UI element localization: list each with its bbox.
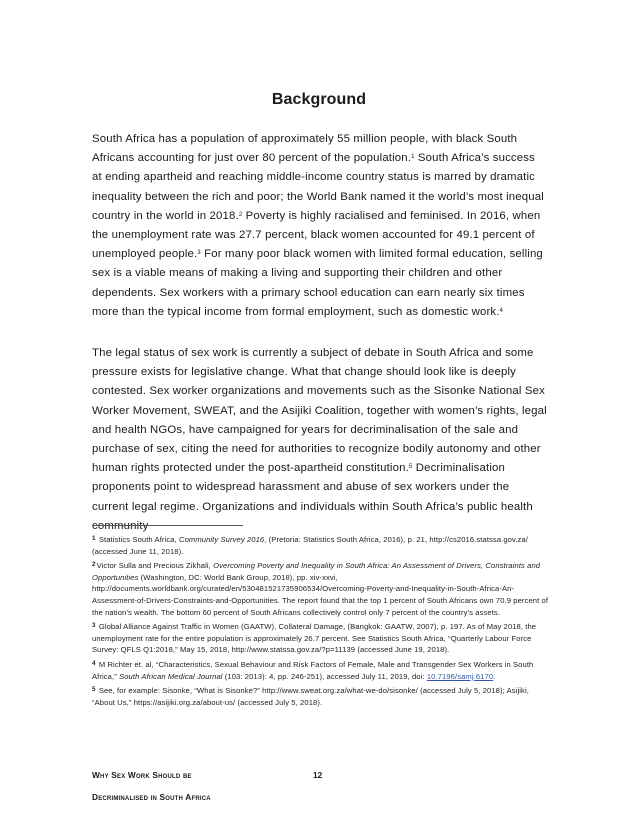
- paragraph-text: South Africa’s success at ending apartheid and reaching middle-income country status is marred by dramatic inequality between the rich and poor; the World Bank named it the world’s most inequal country in the world in 2018.: [92, 152, 544, 222]
- doi-link[interactable]: 10.7196/samj.6170: [426, 671, 494, 681]
- footnote-text: (103: 2013): 4, pp. 246-251), accessed July 11, 2019, doi:: [222, 671, 427, 681]
- footnote-text: Statistics South Africa,: [96, 535, 179, 544]
- footnote-number: 3: [92, 622, 96, 630]
- running-footer-title: [92, 764, 211, 808]
- footnote-title: Overcoming Poverty and Inequality in South Africa: An Assessment of Drivers, Constraints and Opportunities: [92, 561, 541, 582]
- footnote-number: 2: [92, 561, 96, 569]
- footnote-number: 1: [92, 535, 96, 542]
- footnote-text: Victor Sulla and Precious Zikhali,: [96, 561, 214, 571]
- footnote-number: 5: [92, 686, 96, 694]
- footnote-text: .: [493, 671, 496, 681]
- footnote-text: (Washington, DC: World Bank Group, 2018), pp. xiv-xxvi, http://documents.worldbank.org/curated/en/530481521735906534/Overcoming-Poverty-and-Inequality-in-South-Africa-An-Assessment-of-Drivers-Constraints-and-Opportunities. The report found that the top 1 percent of South Africans own 70.9 percent of the nation’s wealth. The bottom 60 percent of South Africans collectively control only 7 percent of the country’s assets.: [92, 572, 549, 617]
- footnote-marker[interactable]: 5: [408, 464, 413, 471]
- footnote-title: Community Survey 2016: [178, 535, 265, 544]
- body-paragraph: [92, 344, 548, 536]
- footnote-marker[interactable]: 3: [197, 250, 201, 257]
- footnote-marker[interactable]: 4: [499, 307, 504, 314]
- paragraph-text: For many poor black women with limited formal education, selling sex is a viable means of making a living and supporting their children and other dependents. Sex workers with a primary school education can earn nearly six times more than the typical income from formal employment, such as domestic work.: [92, 248, 543, 318]
- paragraph-text: South Africa has a population of approximately 55 million people, with black South Africans accounting for just over 80 percent of the population.: [92, 133, 518, 165]
- footnote-separator: [92, 525, 243, 526]
- footnote-2: [92, 559, 554, 618]
- footnote-text: Global Alliance Against Traffic in Women (GAATW), Collateral Damage, (Bangkok: GAATW, 2007), p. 197. As of May 2018, the unemployment rate for the entire population is approximately 26.7 percent. See Statistics South Africa, “Quarterly Labour Force Survey: QFLS Q1:2018,” May 15, 2018, http://www.statssa.gov.za/?p=11139 (accessed June 19, 2018).: [92, 622, 537, 655]
- footnote-text: M Richter et. al, “Characteristics, Sexual Behaviour and Risk Factors of Female, Male and Transgender Sex Workers in South Africa,”: [92, 659, 534, 681]
- paragraph-text: Decriminalisation proponents point to widespread harassment and abuse of sex workers under the current legal regime. Organizations and individuals within South Africa’s public health community: [92, 462, 533, 532]
- footnote-marker[interactable]: 2: [238, 211, 243, 218]
- page-number: 12: [313, 770, 323, 780]
- footnote-1: [92, 533, 554, 557]
- footer-title-line: Decriminalised in South Africa: [92, 792, 211, 802]
- footnotes-section: [92, 533, 554, 710]
- footnote-text: , (Pretoria: Statistics South Africa, 2016), p. 21, http://cs2016.statssa.gov.za/ (accessed June 11, 2018).: [92, 535, 528, 556]
- paragraph-text: Poverty is highly racialised and feminised. In 2016, when the unemployment rate was 27.7 percent, black women accounted for 49.1 percent of unemployed people.: [92, 209, 541, 261]
- footnote-title: South African Medical Journal: [119, 671, 223, 681]
- footnote-3: [92, 620, 554, 656]
- paragraph-text: The legal status of sex work is currently a subject of debate in South Africa and some pressure exists for legislative change. What that change should look like is deeply contested. Sex worker organizations and movements such as the Sisonke National Sex Worker Movement, SWEAT, and the Asijiki Coalition, together with women’s rights, legal and health NGOs, have campaigned for years for decriminalisation of the sale and purchase of sex, citing the need for authorities to recognize bodily autonomy and other human rights protected under the post-apartheid constitution.: [92, 347, 547, 475]
- footnote-4: [92, 658, 554, 682]
- footer-title-line: Why Sex Work Should be: [92, 770, 192, 780]
- footnote-text: See, for example: Sisonke, “What is Sisonke?” http://www.sweat.org.za/what-we-do/sisonke/ (accessed July 5, 2018); Asijiki, “About Us,” https://asijiki.org.za/about-us/ (accessed July 5, 2018).: [92, 686, 529, 707]
- footnote-number: 4: [92, 659, 96, 667]
- body-paragraph: [92, 130, 548, 322]
- footnote-marker[interactable]: 1: [411, 154, 415, 161]
- section-heading: Background: [271, 91, 367, 108]
- footnote-5: [92, 684, 554, 708]
